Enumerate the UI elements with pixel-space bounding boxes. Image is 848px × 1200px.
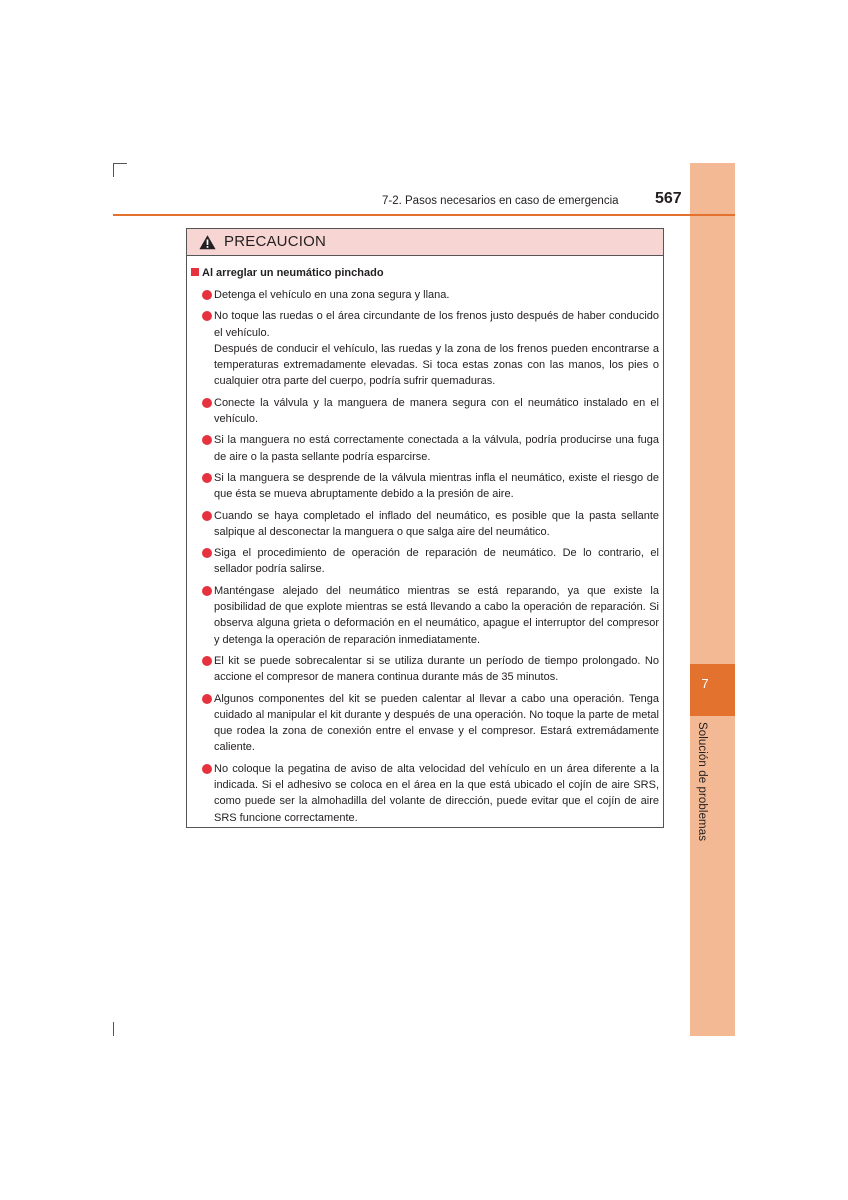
bullet-dot-icon [202,435,212,445]
caution-item-text: Si la manguera se desprende de la válvula mientras infla el neumático, existe el riesgo de que ésta se mueva abruptamente debido a la presión de aire. [214,471,659,501]
section-heading-text: Al arreglar un neumático pinchado [202,267,384,279]
caution-list-item [202,545,659,578]
caution-list-item [202,432,659,465]
crop-mark-bottom-left-v [113,1022,114,1036]
caution-list-item [202,691,659,756]
caution-item-text: No toque las ruedas o el área circundante de los frenos justo después de haber conducido el vehículo. [214,310,659,339]
crop-mark-top-left-h [113,163,127,164]
bullet-dot-icon [202,290,212,300]
bullet-dot-icon [202,656,212,666]
caution-item-text: Después de conducir el vehículo, las ruedas y la zona de los frenos pueden encontrarse a temperaturas extremadamente elevadas. Si toca estas zonas con las manos, los pies o cualquier otra parte del cuerpo, podría sufrir quemaduras. [214,342,659,388]
caution-list-item [202,653,659,686]
caution-item-text: Detenga el vehículo en una zona segura y llana. [214,289,450,301]
caution-item-text: Siga el procedimiento de operación de reparación de neumático. De lo contrario, el sellador podría salirse. [214,547,659,576]
header-rule [113,214,735,216]
caution-item-text: No coloque la pegatina de aviso de alta velocidad del vehículo en un área diferente a la indicada. Si el adhesivo se coloca en el área en la que está ubicado el cojín de aire SRS, como puede ser la almohadilla del volante de dirección, puede evitar que el cojín de aire SRS funcione correctamente. [214,762,659,824]
bullet-dot-icon [202,473,212,483]
caution-title: PRECAUCION [224,233,327,250]
caution-list-item [202,470,659,503]
caution-item-text: Manténgase alejado del neumático mientras se está reparando, ya que existe la posibilidad de que explote mientras se está llevando a cabo la operación de reparación. Si observa alguna grieta o deformación en el neumático, apague el interruptor del compresor y detenga la operación de reparación inmediatamente. [214,584,659,646]
caution-item-text: Conecte la válvula y la manguera de manera segura con el neumático instalado en el vehículo. [214,396,659,426]
caution-header [187,229,663,256]
caution-list [202,287,659,831]
bullet-dot-icon [202,511,212,521]
red-square-icon [191,268,199,276]
chapter-side-tab [690,163,735,1036]
chapter-number: 7 [701,676,709,691]
section-header: 7-2. Pasos necesarios en caso de emergencia [382,195,619,207]
caution-list-item [202,395,659,428]
caution-item-text: Algunos componentes del kit se pueden calentar al llevar a cabo una operación. Tenga cuidado al manipular el kit durante y después de una operación. No toque la parte de metal que rodea la zona de conexión entre el envase y el compresor. Estará extremádamente caliente. [214,692,659,754]
bullet-dot-icon [202,764,212,774]
caution-list-item [202,761,659,826]
bullet-dot-icon [202,311,212,321]
caution-list-item [202,308,659,389]
caution-item-text: El kit se puede sobrecalentar si se utiliza durante un período de tiempo prolongado. No accione el compresor de manera continua durante más de 35 minutos. [214,654,659,684]
caution-list-item [202,508,659,541]
crop-mark-top-left-v [113,163,114,177]
section-heading [191,267,384,279]
caution-list-item [202,287,659,303]
page-number: 567 [655,190,682,207]
chapter-title: Solución de problemas [696,722,708,842]
bullet-dot-icon [202,398,212,408]
caution-item-text: Cuando se haya completado el inflado del neumático, es posible que la pasta sellante salpique al desconectar la manguera o que salga aire del neumático. [214,509,659,538]
warning-icon [199,234,216,250]
bullet-dot-icon [202,548,212,558]
caution-item-text: Si la manguera no está correctamente conectada a la válvula, podría producirse una fuga de aire o la pasta sellante podría esparcirse. [214,434,659,463]
caution-box [186,228,664,828]
bullet-dot-icon [202,586,212,596]
caution-list-item [202,583,659,648]
bullet-dot-icon [202,694,212,704]
